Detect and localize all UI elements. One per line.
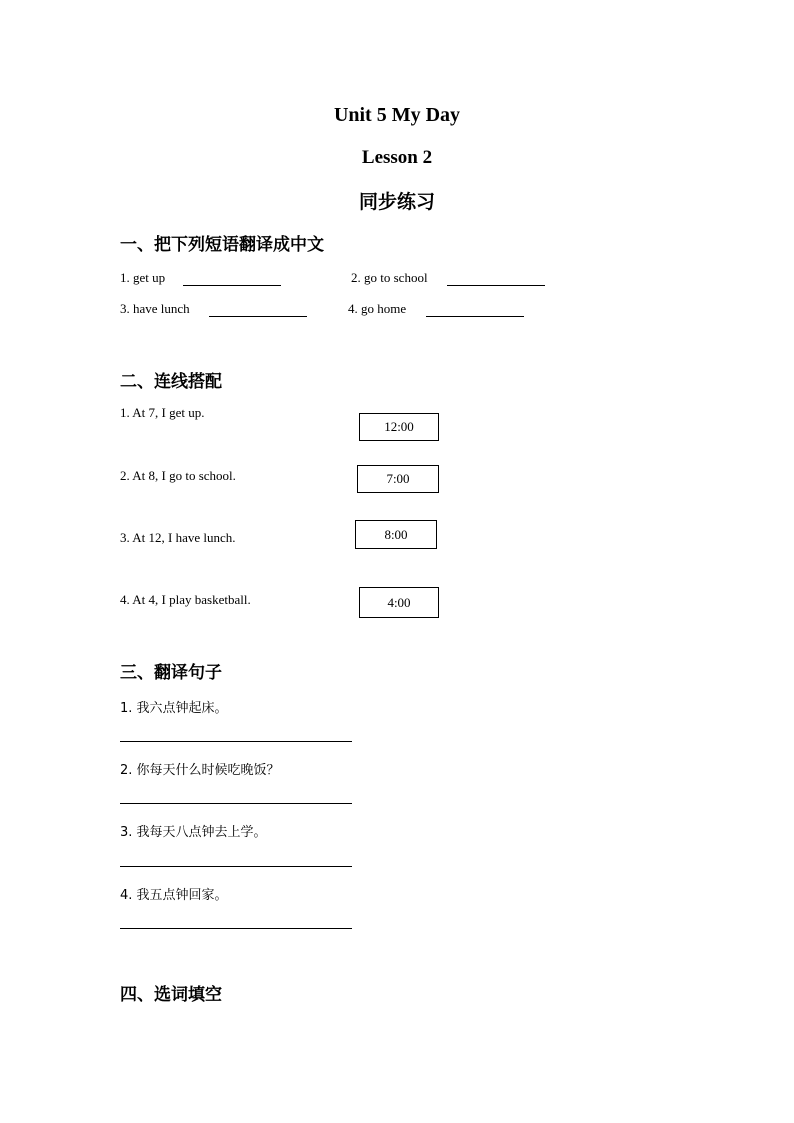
time-box[interactable]: 7:00: [357, 465, 439, 493]
translate-sentence: 3. 我每天八点钟去上学。: [120, 825, 267, 840]
phrase-item: 2. go to school: [351, 270, 428, 285]
phrase-item: 1. get up: [120, 270, 166, 285]
match-sentence: 3. At 12, I have lunch.: [120, 530, 236, 545]
answer-line[interactable]: [120, 928, 352, 929]
section2-heading: 二、连线搭配: [120, 372, 222, 392]
translate-sentence: 4. 我五点钟回家。: [120, 888, 228, 903]
time-box[interactable]: 8:00: [355, 520, 437, 549]
phrase-item: 4. go home: [348, 301, 407, 316]
time-box[interactable]: 4:00: [359, 587, 439, 618]
section3-heading: 三、翻译句子: [120, 663, 222, 683]
answer-blank[interactable]: [209, 316, 307, 317]
answer-blank[interactable]: [447, 285, 545, 286]
time-box[interactable]: 12:00: [359, 413, 439, 441]
phrase-item: 3. have lunch: [120, 301, 190, 316]
match-sentence: 4. At 4, I play basketball.: [120, 592, 251, 607]
answer-line[interactable]: [120, 866, 352, 867]
match-sentence: 2. At 8, I go to school.: [120, 468, 236, 483]
translate-sentence: 2. 你每天什么时候吃晚饭？: [120, 763, 280, 778]
subtitle: 同步练习: [358, 191, 435, 213]
answer-line[interactable]: [120, 803, 352, 804]
unit-title: Unit 5 My Day: [333, 104, 461, 126]
answer-blank[interactable]: [183, 285, 281, 286]
section4-heading: 四、选词填空: [120, 985, 222, 1005]
match-sentence: 1. At 7, I get up.: [120, 405, 205, 420]
answer-line[interactable]: [120, 741, 352, 742]
translate-sentence: 1. 我六点钟起床。: [120, 701, 228, 716]
lesson-title: Lesson 2: [361, 147, 433, 168]
section1-heading: 一、把下列短语翻译成中文: [120, 235, 324, 255]
answer-blank[interactable]: [426, 316, 524, 317]
